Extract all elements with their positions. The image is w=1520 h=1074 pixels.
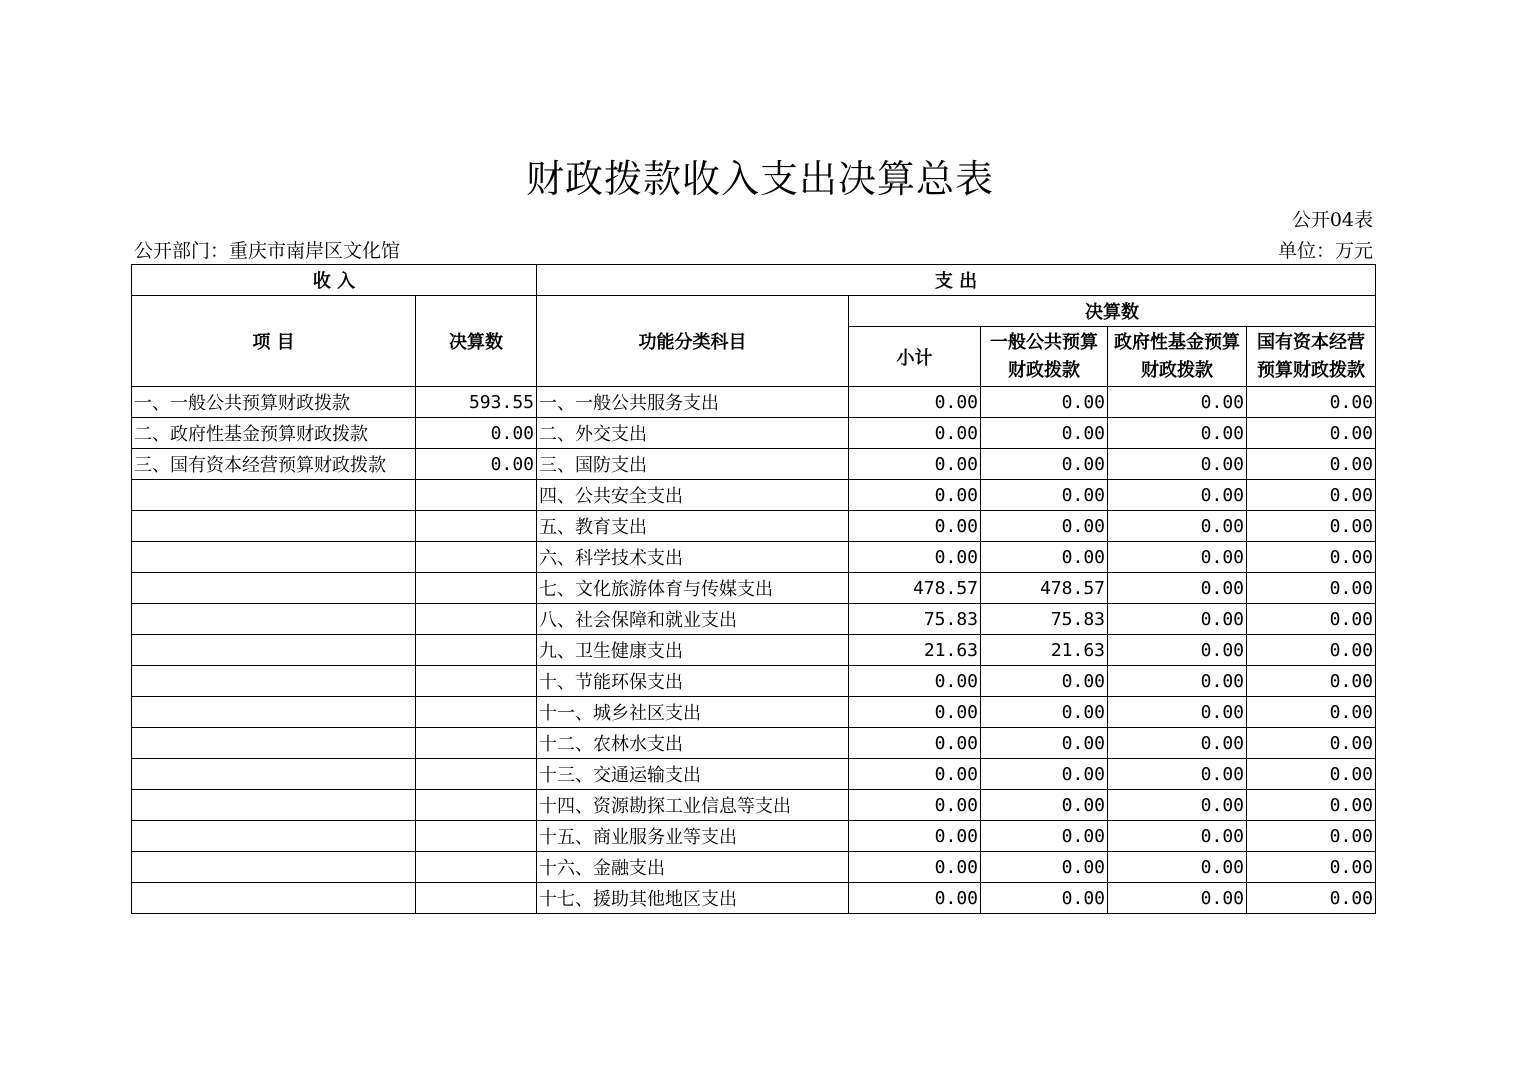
final-amount-header: 决算数 xyxy=(849,296,1376,327)
header-row-1 xyxy=(132,265,1376,296)
expense-item-cell: 六、科学技术支出 xyxy=(537,542,849,573)
expense-header: 支 出 xyxy=(537,265,1376,296)
subtotal-cell: 0.00 xyxy=(849,728,981,759)
income-item-cell: 三、国有资本经营预算财政拨款 xyxy=(132,449,416,480)
income-item-cell xyxy=(132,480,416,511)
gov-fund-cell: 0.00 xyxy=(1108,883,1247,914)
func-category-header: 功能分类科目 xyxy=(537,296,849,387)
gov-fund-header: 政府性基金预算财政拨款 xyxy=(1108,327,1247,387)
subtotal-cell: 0.00 xyxy=(849,418,981,449)
income-item-cell xyxy=(132,635,416,666)
unit-label: 单位：万元 xyxy=(1277,240,1373,262)
expense-item-cell: 八、社会保障和就业支出 xyxy=(537,604,849,635)
state-capital-cell: 0.00 xyxy=(1247,635,1376,666)
state-capital-cell: 0.00 xyxy=(1247,697,1376,728)
income-item-cell xyxy=(132,728,416,759)
subtotal-cell: 0.00 xyxy=(849,759,981,790)
state-capital-cell: 0.00 xyxy=(1247,542,1376,573)
table-row xyxy=(132,511,1376,542)
general-budget-cell: 0.00 xyxy=(981,883,1108,914)
general-budget-cell: 0.00 xyxy=(981,790,1108,821)
income-item-cell xyxy=(132,511,416,542)
table-row xyxy=(132,852,1376,883)
income-item-cell xyxy=(132,542,416,573)
income-amount-cell: 0.00 xyxy=(416,449,537,480)
table-row xyxy=(132,883,1376,914)
income-amount-cell xyxy=(416,666,537,697)
subtotal-cell: 478.57 xyxy=(849,573,981,604)
gov-fund-cell: 0.00 xyxy=(1108,852,1247,883)
income-amount-cell xyxy=(416,480,537,511)
expense-item-cell: 一、一般公共服务支出 xyxy=(537,387,849,418)
gov-fund-cell: 0.00 xyxy=(1108,480,1247,511)
gov-fund-cell: 0.00 xyxy=(1108,449,1247,480)
expense-item-cell: 十六、金融支出 xyxy=(537,852,849,883)
expense-item-cell: 五、教育支出 xyxy=(537,511,849,542)
income-item-cell xyxy=(132,883,416,914)
income-amount-cell xyxy=(416,790,537,821)
form-number: 公开04表 xyxy=(1291,209,1373,231)
state-capital-cell: 0.00 xyxy=(1247,604,1376,635)
state-capital-header: 国有资本经营预算财政拨款 xyxy=(1247,327,1376,387)
page-title: 财政拨款收入支出决算总表 xyxy=(525,157,994,201)
general-budget-header: 一般公共预算财政拨款 xyxy=(981,327,1108,387)
state-capital-cell: 0.00 xyxy=(1247,728,1376,759)
table-row xyxy=(132,449,1376,480)
table-row xyxy=(132,821,1376,852)
table-row xyxy=(132,480,1376,511)
expense-item-cell: 十二、农林水支出 xyxy=(537,728,849,759)
general-budget-cell: 0.00 xyxy=(981,666,1108,697)
expense-item-cell: 十、节能环保支出 xyxy=(537,666,849,697)
income-amount-cell xyxy=(416,511,537,542)
subtotal-cell: 0.00 xyxy=(849,666,981,697)
state-capital-cell: 0.00 xyxy=(1247,821,1376,852)
income-amount-cell xyxy=(416,728,537,759)
gov-fund-cell: 0.00 xyxy=(1108,387,1247,418)
table-row xyxy=(132,542,1376,573)
subtotal-cell: 0.00 xyxy=(849,387,981,418)
table-row xyxy=(132,790,1376,821)
income-item-cell xyxy=(132,759,416,790)
subtotal-cell: 0.00 xyxy=(849,542,981,573)
gov-fund-cell: 0.00 xyxy=(1108,418,1247,449)
expense-item-cell: 七、文化旅游体育与传媒支出 xyxy=(537,573,849,604)
gov-fund-cell: 0.00 xyxy=(1108,511,1247,542)
gov-fund-cell: 0.00 xyxy=(1108,697,1247,728)
income-item-cell xyxy=(132,821,416,852)
gov-fund-cell: 0.00 xyxy=(1108,728,1247,759)
general-budget-cell: 0.00 xyxy=(981,387,1108,418)
general-budget-cell: 0.00 xyxy=(981,759,1108,790)
expense-item-cell: 十七、援助其他地区支出 xyxy=(537,883,849,914)
gov-fund-cell: 0.00 xyxy=(1108,573,1247,604)
table-row xyxy=(132,635,1376,666)
state-capital-cell: 0.00 xyxy=(1247,480,1376,511)
table-row xyxy=(132,666,1376,697)
general-budget-cell: 0.00 xyxy=(981,418,1108,449)
subtotal-cell: 0.00 xyxy=(849,511,981,542)
income-amount-cell xyxy=(416,883,537,914)
general-budget-cell: 0.00 xyxy=(981,480,1108,511)
table-row xyxy=(132,604,1376,635)
state-capital-cell: 0.00 xyxy=(1247,852,1376,883)
income-item-cell: 二、政府性基金预算财政拨款 xyxy=(132,418,416,449)
table-row xyxy=(132,573,1376,604)
subtotal-cell: 0.00 xyxy=(849,449,981,480)
income-header: 收 入 xyxy=(132,265,537,296)
income-amount-cell xyxy=(416,852,537,883)
expense-item-cell: 十三、交通运输支出 xyxy=(537,759,849,790)
table-row xyxy=(132,728,1376,759)
expense-item-cell: 四、公共安全支出 xyxy=(537,480,849,511)
general-budget-cell: 478.57 xyxy=(981,573,1108,604)
state-capital-cell: 0.00 xyxy=(1247,418,1376,449)
table-row xyxy=(132,697,1376,728)
header-row-2 xyxy=(132,296,1376,327)
income-amount-cell xyxy=(416,604,537,635)
budget-table xyxy=(131,264,1376,914)
gov-fund-cell: 0.00 xyxy=(1108,604,1247,635)
general-budget-cell: 0.00 xyxy=(981,728,1108,759)
state-capital-cell: 0.00 xyxy=(1247,387,1376,418)
expense-item-cell: 二、外交支出 xyxy=(537,418,849,449)
income-item-cell: 一、一般公共预算财政拨款 xyxy=(132,387,416,418)
expense-item-cell: 十五、商业服务业等支出 xyxy=(537,821,849,852)
state-capital-cell: 0.00 xyxy=(1247,666,1376,697)
state-capital-cell: 0.00 xyxy=(1247,573,1376,604)
general-budget-cell: 0.00 xyxy=(981,852,1108,883)
subtotal-cell: 0.00 xyxy=(849,697,981,728)
subtotal-cell: 0.00 xyxy=(849,883,981,914)
state-capital-cell: 0.00 xyxy=(1247,883,1376,914)
state-capital-cell: 0.00 xyxy=(1247,759,1376,790)
amount-header: 决算数 xyxy=(416,296,537,387)
subtotal-cell: 0.00 xyxy=(849,852,981,883)
income-amount-cell xyxy=(416,573,537,604)
gov-fund-cell: 0.00 xyxy=(1108,759,1247,790)
income-amount-cell xyxy=(416,542,537,573)
gov-fund-cell: 0.00 xyxy=(1108,790,1247,821)
general-budget-cell: 21.63 xyxy=(981,635,1108,666)
income-item-cell xyxy=(132,573,416,604)
general-budget-cell: 0.00 xyxy=(981,511,1108,542)
general-budget-cell: 75.83 xyxy=(981,604,1108,635)
income-amount-cell: 593.55 xyxy=(416,387,537,418)
table-row xyxy=(132,759,1376,790)
state-capital-cell: 0.00 xyxy=(1247,511,1376,542)
income-item-cell xyxy=(132,790,416,821)
subtotal-cell: 0.00 xyxy=(849,790,981,821)
general-budget-cell: 0.00 xyxy=(981,449,1108,480)
table-row xyxy=(132,418,1376,449)
table-row xyxy=(132,387,1376,418)
income-amount-cell xyxy=(416,759,537,790)
income-amount-cell xyxy=(416,635,537,666)
general-budget-cell: 0.00 xyxy=(981,821,1108,852)
income-item-cell xyxy=(132,666,416,697)
subtotal-cell: 75.83 xyxy=(849,604,981,635)
expense-item-cell: 九、卫生健康支出 xyxy=(537,635,849,666)
subtotal-header: 小计 xyxy=(849,327,981,387)
income-amount-cell xyxy=(416,821,537,852)
expense-item-cell: 十一、城乡社区支出 xyxy=(537,697,849,728)
subtotal-cell: 0.00 xyxy=(849,480,981,511)
income-item-cell xyxy=(132,604,416,635)
income-amount-cell xyxy=(416,697,537,728)
gov-fund-cell: 0.00 xyxy=(1108,635,1247,666)
income-item-cell xyxy=(132,697,416,728)
gov-fund-cell: 0.00 xyxy=(1108,542,1247,573)
expense-item-cell: 三、国防支出 xyxy=(537,449,849,480)
general-budget-cell: 0.00 xyxy=(981,542,1108,573)
income-item-cell xyxy=(132,852,416,883)
subtotal-cell: 21.63 xyxy=(849,635,981,666)
income-amount-cell: 0.00 xyxy=(416,418,537,449)
gov-fund-cell: 0.00 xyxy=(1108,666,1247,697)
gov-fund-cell: 0.00 xyxy=(1108,821,1247,852)
general-budget-cell: 0.00 xyxy=(981,697,1108,728)
state-capital-cell: 0.00 xyxy=(1247,790,1376,821)
subtotal-cell: 0.00 xyxy=(849,821,981,852)
state-capital-cell: 0.00 xyxy=(1247,449,1376,480)
item-header: 项 目 xyxy=(132,296,416,387)
department-label: 公开部门：重庆市南岸区文化馆 xyxy=(134,240,401,262)
expense-item-cell: 十四、资源勘探工业信息等支出 xyxy=(537,790,849,821)
